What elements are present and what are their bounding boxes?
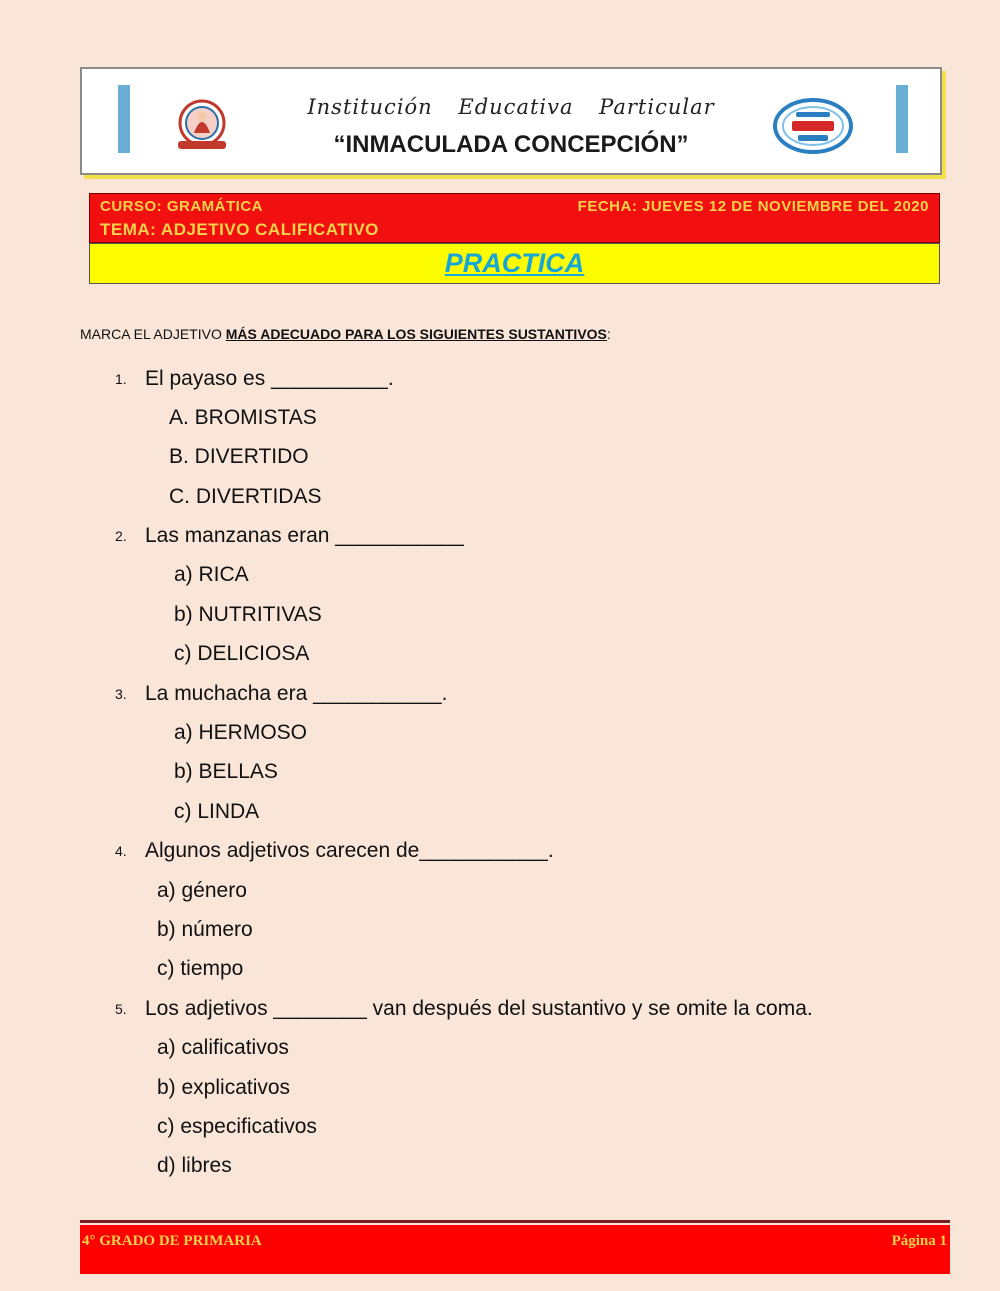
option-5-d[interactable]: d) libres [157,1154,232,1177]
title-band [89,243,940,284]
date-label: FECHA: JUEVES 12 DE NOVIEMBRE DEL 2020 [577,198,929,215]
option-2-c[interactable]: c) DELICIOSA [174,642,310,665]
option-1-c[interactable]: C. DIVERTIDAS [169,485,322,508]
question-text: El payaso es __________. [145,367,394,390]
page-number: Página 1 [891,1233,947,1249]
instruction-text [80,326,611,342]
option-1-b[interactable]: B. DIVERTIDO [169,445,309,468]
instruction-emphasis: MÁS ADECUADO PARA LOS SIGUIENTES SUSTANTIVOS [225,326,607,342]
topic-label: TEMA: ADJETIVO CALIFICATIVO [100,220,379,239]
option-3-b[interactable]: b) BELLAS [174,760,278,783]
course-label: CURSO: GRAMÁTICA [100,198,263,215]
instruction-prefix: MARCA EL ADJETIVO [80,326,226,342]
footer-divider [80,1220,950,1223]
institution-name-line1: Institución Educativa Particular [307,95,715,119]
question-number: 2. [115,528,127,544]
option-4-b[interactable]: b) número [157,918,253,941]
option-2-a[interactable]: a) RICA [174,563,249,586]
option-3-c[interactable]: c) LINDA [174,800,260,823]
question-text: Las manzanas eran ___________ [145,524,464,547]
institution-name-line2: “INMACULADA CONCEPCIÓN” [333,131,689,158]
question-text: La muchacha era ___________. [145,682,448,705]
option-1-a[interactable]: A. BROMISTAS [169,406,317,429]
page-footer [80,1225,950,1274]
option-5-c[interactable]: c) especificativos [157,1115,317,1138]
option-4-a[interactable]: a) género [157,879,247,902]
grade-label: 4° GRADO DE PRIMARIA [82,1233,262,1249]
institution-header [80,67,942,175]
option-2-b[interactable]: b) NUTRITIVAS [174,603,322,626]
question-text: Los adjetivos ________ van después del sustantivo y se omite la coma. [145,997,813,1020]
option-5-a[interactable]: a) calificativos [157,1036,289,1059]
question-number: 5. [115,1001,127,1017]
option-3-a[interactable]: a) HERMOSO [174,721,308,744]
option-4-c[interactable]: c) tiempo [157,957,244,980]
question-number: 3. [115,686,127,702]
option-5-b[interactable]: b) explicativos [157,1076,291,1099]
page-title: PRACTICA [444,248,585,278]
question-number: 4. [115,843,127,859]
instruction-suffix: : [606,326,611,342]
course-info-band [89,193,940,243]
question-number: 1. [115,371,127,387]
question-text: Algunos adjetivos carecen de___________. [145,839,554,862]
